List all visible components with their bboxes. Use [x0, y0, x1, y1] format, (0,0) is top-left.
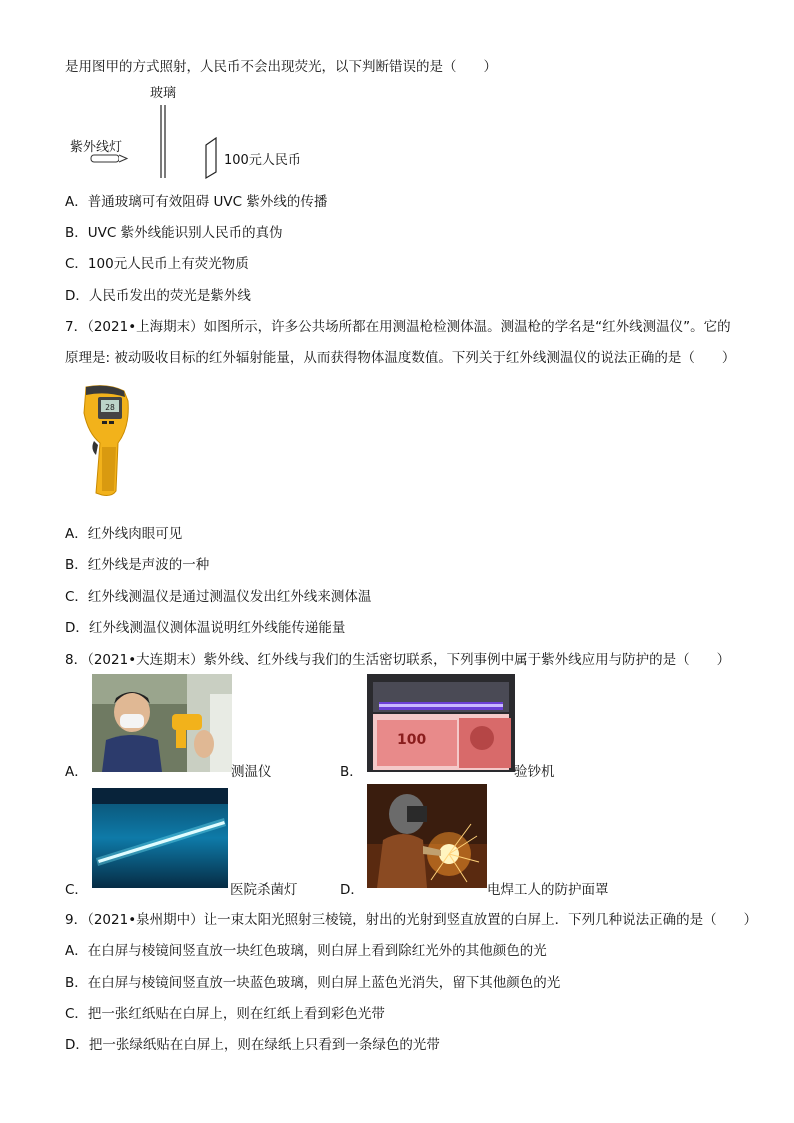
- q7-stem-line2: 原理是: 被动吸收目标的红外辐射能量，从而获得物体温度数值。下列关于红外线测温仪的说法正确的是（ ）: [65, 350, 736, 366]
- q8-stem: 8．（2021•大连期末）紫外线、红外线与我们的生活密切联系，下列事例中属于紫外线应用与防护的是（ ）: [65, 652, 731, 668]
- banknote-label: 100元人民币: [224, 153, 301, 168]
- q8-image-c-uv-lamp: [92, 788, 228, 888]
- q6-option-a: A．普通玻璃可有效阻碍 UVC 紫外线的传播: [65, 194, 328, 210]
- q6-stem: 是用图甲的方式照射，人民币不会出现荧光，以下判断错误的是（ ）: [65, 59, 497, 75]
- q6-option-b: B．UVC 紫外线能识别人民币的真伪: [65, 225, 283, 241]
- q7-option-b: B．红外线是声波的一种: [65, 557, 210, 573]
- q8-option-b-caption: 验钞机: [514, 764, 555, 780]
- q9-option-a: A．在白屏与棱镜间竖直放一块红色玻璃，则白屏上看到除红光外的其他颜色的光: [65, 943, 547, 959]
- q7-option-c: C．红外线测温仪是通过测温仪发出红外线来测体温: [65, 589, 372, 605]
- q7-option-d: D．红外线测温仪测体温说明红外线能传递能量: [65, 620, 346, 636]
- q9-stem: 9．（2021•泉州期中）让一束太阳光照射三棱镜，射出的光射到竖直放置的白屏上．下列几种说法正确的是（ ）: [65, 912, 758, 928]
- infrared-thermometer-image: [78, 383, 136, 501]
- q8-option-d-caption: 电焊工人的防护面罩: [487, 882, 609, 898]
- q9-option-c: C．把一张红纸贴在白屏上，则在红纸上看到彩色光带: [65, 1006, 385, 1022]
- q8-option-c-caption: 医院杀菌灯: [230, 882, 298, 898]
- q9-option-d: D．把一张绿纸贴在白屏上，则在绿纸上只看到一条绿色的光带: [65, 1037, 440, 1053]
- q9-option-b: B．在白屏与棱镜间竖直放一块蓝色玻璃，则白屏上蓝色光消失，留下其他颜色的光: [65, 975, 561, 991]
- q8-option-a-letter: A．: [65, 764, 88, 780]
- q6-option-d: D．人民币发出的荧光是紫外线: [65, 288, 251, 304]
- banknote-icon: [206, 138, 216, 178]
- q7-option-a: A．红外线肉眼可见: [65, 526, 183, 542]
- q8-option-a-caption: 测温仪: [231, 764, 272, 780]
- q8-image-b-money-detector: [367, 674, 515, 772]
- q8-option-b-letter: B．: [340, 764, 363, 780]
- thermometer-display: 28: [105, 403, 115, 412]
- uv-lamp-label: 紫外线灯: [70, 140, 123, 155]
- q8-option-c-letter: C．: [65, 882, 88, 898]
- uv-lamp-icon: [91, 155, 127, 162]
- q8-image-a-temperature-check: [92, 674, 232, 772]
- glass-label: 玻璃: [150, 86, 177, 101]
- q8-image-d-welder: [367, 784, 487, 888]
- q6-option-c: C．100元人民币上有荧光物质: [65, 256, 249, 272]
- banknote-100-text: 100: [397, 732, 427, 748]
- q8-option-d-letter: D．: [340, 882, 364, 898]
- q7-stem-line1: 7．（2021•上海期末）如图所示，许多公共场所都在用测温枪检测体温。测温枪的学名是“红外线测温仪”。它的: [65, 319, 731, 335]
